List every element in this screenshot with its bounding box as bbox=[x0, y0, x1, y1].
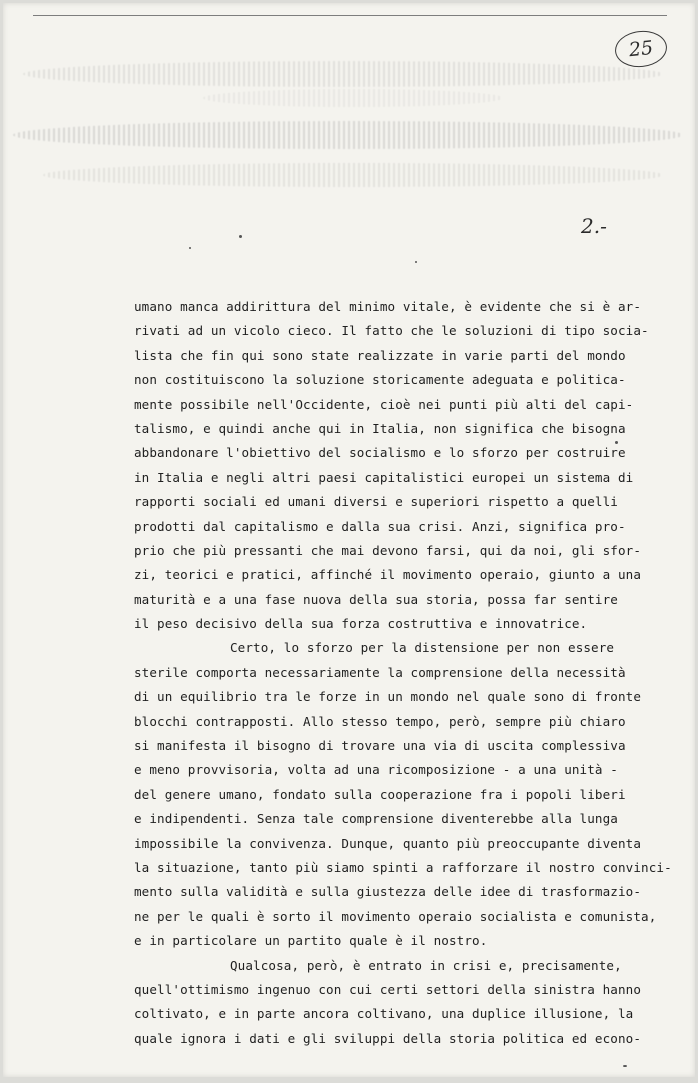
document-page bbox=[3, 3, 695, 1077]
scan-speck bbox=[623, 1065, 627, 1067]
text-line: rivati ad un vicolo cieco. Il fatto che le soluzioni di tipo socia- bbox=[134, 323, 649, 339]
text-line: ne per le quali è sorto il movimento operaio socialista e comunista, bbox=[134, 908, 657, 924]
text-line: talismo, e quindi anche qui in Italia, non significa che bisogna bbox=[134, 420, 626, 436]
text-line: rapporti sociali ed umani diversi e superiori rispetto a quelli bbox=[134, 494, 618, 510]
text-line: in Italia e negli altri paesi capitalistici europei un sistema di bbox=[134, 469, 634, 485]
scan-smudge bbox=[43, 163, 663, 187]
text-line: mento sulla validità e sulla giustezza delle idee di trasformazio- bbox=[134, 884, 642, 900]
text-line: mente possibile nell'Occidente, cioè nei punti più alti del capi- bbox=[134, 396, 634, 412]
text-line: il peso decisivo della sua forza costruttiva e innovatrice. bbox=[134, 616, 588, 632]
scan-speck bbox=[189, 247, 191, 249]
text-line: non costituiscono la soluzione storicamente adeguata e politica- bbox=[134, 372, 626, 388]
top-rule bbox=[33, 15, 667, 16]
text-line-paragraph-start: Certo, lo sforzo per la distensione per non essere bbox=[230, 640, 615, 656]
scan-smudge bbox=[23, 61, 663, 87]
text-line: quell'ottimismo ingenuo con cui certi settori della sinistra hanno bbox=[134, 981, 642, 997]
text-line: abbandonare l'obiettivo del socialismo e lo sforzo per costruire bbox=[134, 445, 626, 461]
text-line: del genere umano, fondato sulla cooperazione fra i popoli liberi bbox=[134, 786, 626, 802]
scan-speck bbox=[415, 261, 417, 263]
text-line: umano manca addirittura del minimo vitale, è evidente che si è ar- bbox=[134, 299, 642, 314]
text-line-paragraph-start: Qualcosa, però, è entrato in crisi e, precisamente, bbox=[230, 957, 622, 973]
page-number: 2.- bbox=[581, 214, 607, 238]
text-line: si manifesta il bisogno di trovare una via di uscita complessiva bbox=[134, 738, 626, 754]
text-line: impossibile la convivenza. Dunque, quanto più preoccupante diventa bbox=[134, 835, 642, 851]
text-line: prio che più pressanti che mai devono farsi, qui da noi, gli sfor- bbox=[134, 542, 642, 558]
text-line: sterile comporta necessariamente la comprensione della necessità bbox=[134, 664, 626, 680]
typed-body-text bbox=[134, 295, 672, 1051]
text-line: e in particolare un partito quale è il nostro. bbox=[134, 933, 488, 949]
text-line: la situazione, tanto più siamo spinti a rafforzare il nostro convinci- bbox=[134, 859, 672, 875]
text-line: zi, teorici e pratici, affinché il movimento operaio, giunto a una bbox=[134, 567, 642, 583]
text-line: blocchi contrapposti. Allo stesso tempo, però, sempre più chiaro bbox=[134, 713, 626, 729]
scan-speck bbox=[239, 235, 242, 238]
text-line: quale ignora i dati e gli sviluppi della storia politica ed econo- bbox=[134, 1030, 642, 1046]
scan-smudge bbox=[203, 89, 503, 107]
text-line: coltivato, e in parte ancora coltivano, una duplice illusione, la bbox=[134, 1006, 634, 1022]
archive-number-stamp: 25 bbox=[613, 28, 668, 69]
text-line: e meno provvisoria, volta ad una ricomposizione - a una unità - bbox=[134, 762, 618, 778]
scan-smudge bbox=[13, 121, 683, 149]
text-line: e indipendenti. Senza tale comprensione diventerebbe alla lunga bbox=[134, 811, 618, 827]
text-line: maturità e a una fase nuova della sua storia, possa far sentire bbox=[134, 591, 618, 607]
text-line: di un equilibrio tra le forze in un mondo nel quale sono di fronte bbox=[134, 689, 642, 705]
text-line: lista che fin qui sono state realizzate in varie parti del mondo bbox=[134, 347, 626, 363]
text-line: prodotti dal capitalismo e dalla sua crisi. Anzi, significa pro- bbox=[134, 518, 626, 534]
